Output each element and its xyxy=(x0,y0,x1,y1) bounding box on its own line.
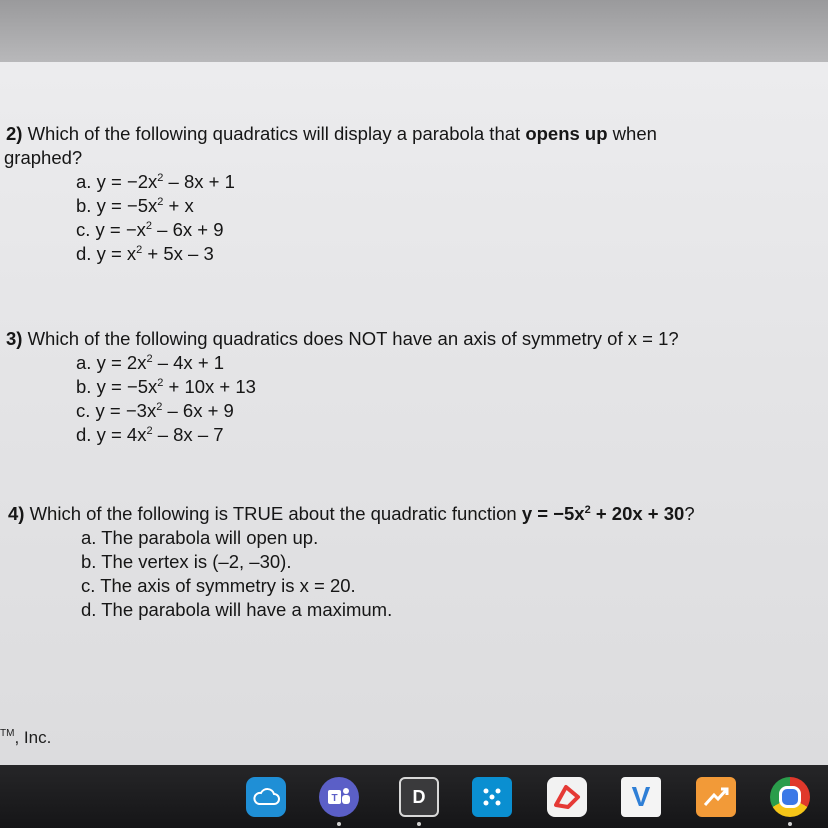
question-number: 2) xyxy=(6,123,23,144)
arrow-app-icon[interactable] xyxy=(696,777,736,817)
question-2-text-line2: graphed? xyxy=(4,147,83,168)
dots-app-icon[interactable] xyxy=(472,777,512,817)
emphasis-opens-up: opens up xyxy=(525,123,608,144)
option-d[interactable]: d. $y = 4x^2 - 8x - 7$ xyxy=(76,424,224,445)
option-c[interactable]: c. The axis of symmetry is x = 20. xyxy=(81,575,356,596)
option-c[interactable]: c. $y = -3x^2 - 6x + 9$ xyxy=(76,400,234,421)
function-expression: $y = -5x^2 + 20x + 30$ xyxy=(521,503,685,524)
answer-options xyxy=(81,526,695,622)
monitor-bezel xyxy=(0,0,828,62)
question-2-text: 2) Which of the following quadratics will display a parabola that opens up when xyxy=(6,123,657,144)
option-a[interactable]: a. The parabola will open up. xyxy=(81,527,319,548)
svg-text:T: T xyxy=(331,793,338,804)
red-app-icon[interactable] xyxy=(547,777,587,817)
question-number: 4) xyxy=(8,503,25,524)
option-d[interactable]: d. The parabola will have a maximum. xyxy=(81,599,393,620)
copyright-footer: ™, Inc. xyxy=(0,728,52,747)
option-b[interactable]: b. $y = -5x^2 + 10x + 13$ xyxy=(76,376,256,397)
question-3-text: 3) Which of the following quadratics does NOT have an axis of symmetry of x = 1? xyxy=(6,328,679,349)
option-b[interactable]: b. $y = -5x^2 + x$ xyxy=(76,195,194,216)
running-indicator xyxy=(337,822,341,826)
question-4 xyxy=(8,502,695,622)
chrome-icon[interactable] xyxy=(770,777,810,817)
v-app-icon[interactable]: V xyxy=(621,777,661,817)
question-number: 3) xyxy=(6,328,23,349)
question-3 xyxy=(6,327,679,447)
option-d[interactable]: d. $y = x^2 + 5x - 3$ xyxy=(76,243,214,264)
option-b[interactable]: b. The vertex is (–2, –30). xyxy=(81,551,292,572)
docs-d-icon[interactable]: D xyxy=(399,777,439,817)
question-4-text: 4) Which of the following is TRUE about the quadratic function $y = -5x^2 + 20x + 30$? xyxy=(8,503,695,524)
answer-options xyxy=(76,351,679,447)
question-2 xyxy=(6,122,657,266)
teams-icon[interactable] xyxy=(319,777,359,817)
running-indicator xyxy=(417,822,421,826)
chrome-center xyxy=(779,786,801,808)
option-a[interactable]: a. $y = 2x^2 - 4x + 1$ xyxy=(76,352,225,373)
option-a[interactable]: a. $y = -2x^2 - 8x + 1$ xyxy=(76,171,235,192)
worksheet-screen xyxy=(0,62,828,765)
cloud-app-icon[interactable] xyxy=(246,777,286,817)
option-c[interactable]: c. $y = -x^2 - 6x + 9$ xyxy=(76,219,224,240)
answer-options xyxy=(76,170,657,266)
running-indicator xyxy=(788,822,792,826)
